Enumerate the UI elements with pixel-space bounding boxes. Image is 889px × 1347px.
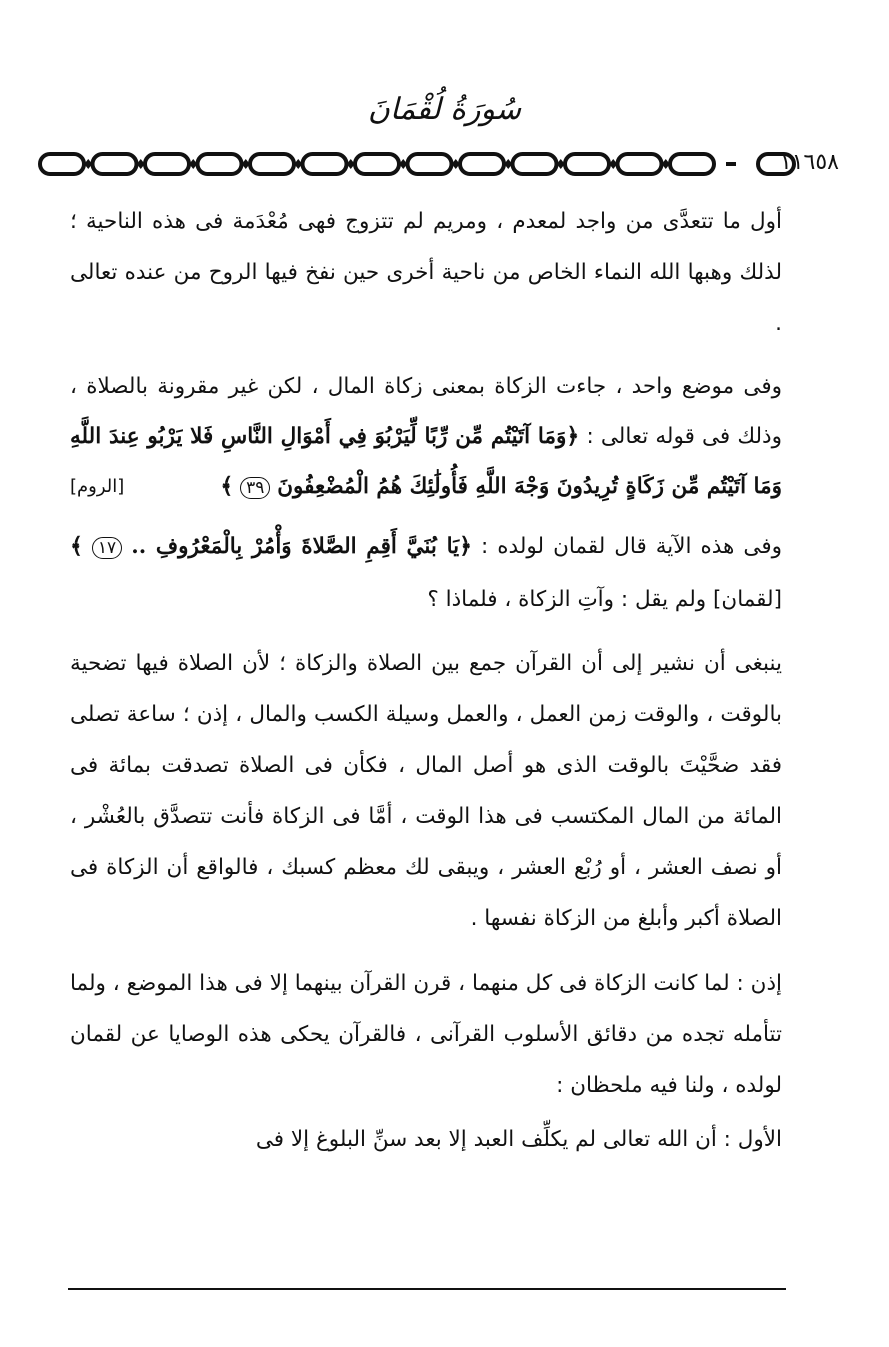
page-body	[70, 196, 782, 1165]
quran-verse: وَمَا آتَيْتُم مِّن رِّبًا لِّيَرْبُوَ فِي أَمْوَالِ النَّاسِ فَلا يَرْبُو عِندَ اللَّهِ وَمَا آتَيْتُم مِّن زَكَاةٍ تُرِيدُونَ وَجْهَ اللَّهِ فَأُولَٰئِكَ هُمُ الْمُضْعِفُونَ	[70, 424, 782, 499]
paragraph-2	[70, 362, 782, 513]
paragraph-6: الأول : أن الله تعالى لم يكلِّف العبد إلا بعد سنِّ البلوغ إلا فى	[255, 1127, 782, 1152]
ayah-number: ٣٩	[240, 477, 270, 499]
paragraph-1: أول ما تتعدَّى من واجد لمعدم ، ومريم لم تتزوج فهى مُعْدَمة فى هذه الناحية ؛ لذلك وهبها الله النماء الخاص من ناحية أخرى حين نفخ فيها الروح من عنده تعالى .	[70, 209, 782, 336]
paragraph-2-intro: وفى موضع واحد ، جاءت الزكاة بمعنى زكاة المال ، لكن غير مقرونة بالصلاة ، وذلك فى قوله تعالى :	[70, 374, 782, 449]
header-ornament-border	[36, 148, 798, 180]
paragraph-3-outro: ولم يقل : وآتِ الزكاة ، فلماذا ؟	[427, 587, 707, 612]
quran-bracket-close: ﴾	[70, 534, 83, 559]
paragraph-3-intro: وفى هذه الآية قال لقمان لولده :	[481, 534, 782, 559]
quran-verse: يَا بُنَيَّ أَقِمِ الصَّلاةَ وَأْمُرْ بِالْمَعْرُوفِ ..	[131, 534, 460, 559]
quran-bracket-open: ﴿	[459, 534, 472, 559]
paragraph-3	[70, 521, 782, 625]
ayah-number: ١٧	[92, 537, 122, 559]
surah-reference: [لقمان]	[713, 587, 782, 612]
surah-reference: [الروم]	[70, 476, 125, 497]
surah-title: سُورَةُ لُقْمَانَ	[367, 92, 522, 127]
page-number: ١١٦٥٨	[779, 150, 839, 175]
paragraph-5: إذن : لما كانت الزكاة فى كل منهما ، قرن القرآن بينهما إلا فى هذا الموضع ، ولما تتأمله تجده من دقائق الأسلوب القرآنى ، فالقرآن يحكى هذه الوصايا عن لقمان لولده ، ولنا فيه ملحظان :	[70, 971, 782, 1098]
footer-rule	[68, 1288, 786, 1290]
quran-bracket-close: ﴾	[220, 474, 234, 499]
paragraph-4: ينبغى أن نشير إلى أن القرآن جمع بين الصلاة والزكاة ؛ لأن الصلاة فيها تضحية بالوقت ، والوقت زمن العمل ، والعمل وسيلة الكسب والمال ، إذن ؛ ساعة تصلى فقد ضحَّيْتَ بالوقت الذى هو أصل المال ، فكأن فى الصلاة تصدقت بمائة فى المائة من المال المكتسب فى هذا الوقت ، أمَّا فى الزكاة فأنت تتصدَّق بالعُشْر ، أو نصف العشر ، أو رُبْع العشر ، ويبقى لك معظم كسبك ، فالواقع أن الزكاة فى الصلاة أكبر وأبلغ من الزكاة نفسها .	[70, 651, 782, 931]
quran-bracket-open: ﴿	[566, 424, 580, 449]
